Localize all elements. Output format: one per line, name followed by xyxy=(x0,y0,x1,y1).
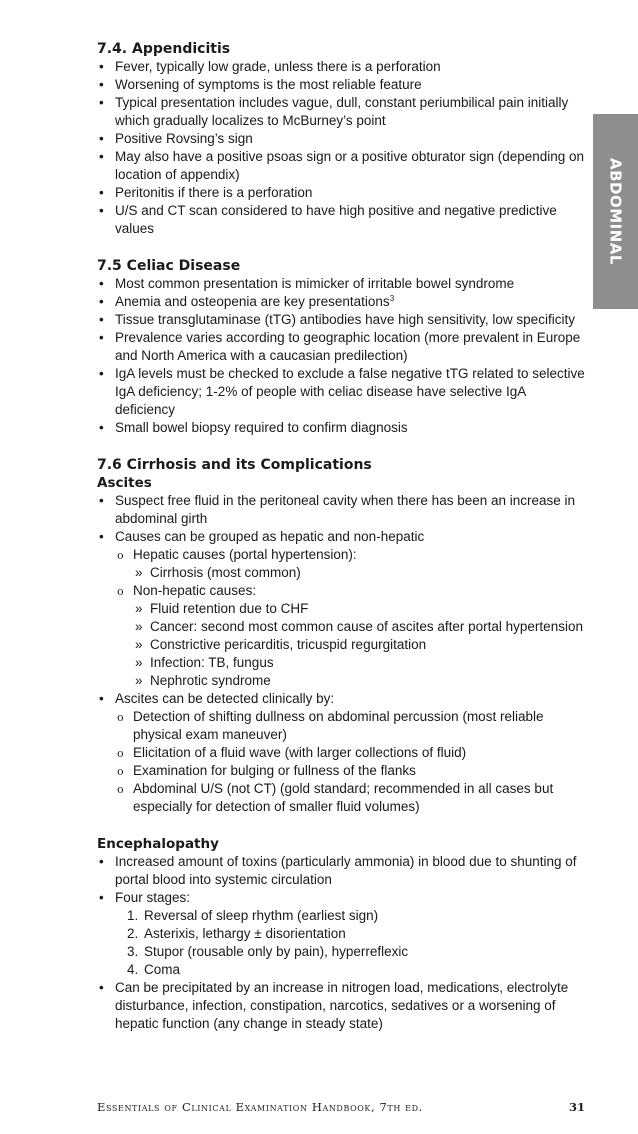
hepatic-causes-list xyxy=(133,564,587,582)
list-item: » Cirrhosis (most common) xyxy=(133,564,587,582)
page-footer xyxy=(97,1100,585,1114)
page-content xyxy=(97,40,587,1033)
list-item: » Cancer: second most common cause of ascites after portal hypertension xyxy=(133,618,587,636)
list-item: • Suspect free fluid in the peritoneal cavity when there has been an increase in abdominal girth xyxy=(97,492,587,528)
list-item: 3. Stupor (rousable only by pain), hyperreflexic xyxy=(142,943,587,961)
list-item: • Most common presentation is mimicker of irritable bowel syndrome xyxy=(97,275,587,293)
list-item: • Tissue transglutaminase (tTG) antibodies have high sensitivity, low specificity xyxy=(97,311,587,329)
list-item: • Fever, typically low grade, unless there is a perforation xyxy=(97,58,587,76)
list-item-text: Anemia and osteopenia are key presentations xyxy=(115,294,390,309)
nonhepatic-causes-list xyxy=(133,600,587,690)
list-item: 4. Coma xyxy=(142,961,587,979)
list-item: • IgA levels must be checked to exclude a false negative tTG related to selective IgA deficiency; 1-2% of people with celiac disease have selective IgA deficiency xyxy=(97,365,587,419)
list-item-text: Hepatic causes (portal hypertension): xyxy=(133,547,357,562)
appendicitis-list xyxy=(97,58,587,238)
list-item: o Abdominal U/S (not CT) (gold standard; recommended in all cases but especially for detection of smaller fluid volumes) xyxy=(115,780,587,816)
list-item: » Infection: TB, fungus xyxy=(133,654,587,672)
footer-book-title: Essentials of Clinical Examination Handbook, 7th ed. xyxy=(97,1100,423,1114)
encephalopathy-subheading: Encephalopathy xyxy=(97,836,219,852)
list-item: • Peritonitis if there is a perforation xyxy=(97,184,587,202)
list-item: • Worsening of symptoms is the most reliable feature xyxy=(97,76,587,94)
stages-list xyxy=(115,907,587,979)
celiac-list xyxy=(97,275,587,437)
section-side-tab xyxy=(593,114,638,309)
list-item: » Nephrotic syndrome xyxy=(133,672,587,690)
causes-list xyxy=(115,546,587,690)
list-item: • Positive Rovsing’s sign xyxy=(97,130,587,148)
list-item-text: Non-hepatic causes: xyxy=(133,583,257,598)
celiac-heading: 7.5 Celiac Disease xyxy=(97,258,241,274)
list-item xyxy=(97,690,587,816)
reference-superscript: 3 xyxy=(389,294,395,303)
list-item: • Typical presentation includes vague, dull, constant periumbilical pain initially which gradually localizes to McBurney’s point xyxy=(97,94,587,130)
list-item: o Examination for bulging or fullness of the flanks xyxy=(115,762,587,780)
list-item: • Small bowel biopsy required to confirm diagnosis xyxy=(97,419,587,437)
list-item: • Can be precipitated by an increase in nitrogen load, medications, electrolyte disturbance, infection, constipation, narcotics, sedatives or a worsening of hepatic function (any change in steady state) xyxy=(97,979,587,1033)
appendicitis-heading: 7.4. Appendicitis xyxy=(97,41,231,57)
encephalopathy-list xyxy=(97,853,587,1033)
ascites-list xyxy=(97,492,587,816)
list-item: » Fluid retention due to CHF xyxy=(133,600,587,618)
list-item: o Detection of shifting dullness on abdominal percussion (most reliable physical exam maneuver) xyxy=(115,708,587,744)
list-item: o Elicitation of a fluid wave (with larger collections of fluid) xyxy=(115,744,587,762)
list-item: • Prevalence varies according to geographic location (more prevalent in Europe and North America with a caucasian predilection) xyxy=(97,329,587,365)
page-number: 31 xyxy=(568,1100,585,1114)
list-item-text: Four stages: xyxy=(115,890,191,905)
list-item xyxy=(97,889,587,979)
side-tab-label: ABDOMINAL xyxy=(606,158,625,265)
list-item: 1. Reversal of sleep rhythm (earliest sign) xyxy=(142,907,587,925)
list-item xyxy=(115,546,587,582)
detection-list xyxy=(115,708,587,816)
list-item xyxy=(97,293,587,311)
list-item: 2. Asterixis, lethargy ± disorientation xyxy=(142,925,587,943)
cirrhosis-heading: 7.6 Cirrhosis and its Complications xyxy=(97,457,372,473)
list-item-text: Causes can be grouped as hepatic and non-hepatic xyxy=(115,529,425,544)
ascites-subheading: Ascites xyxy=(97,475,152,491)
list-item xyxy=(97,528,587,690)
list-item: • U/S and CT scan considered to have high positive and negative predictive values xyxy=(97,202,587,238)
list-item-text: Ascites can be detected clinically by: xyxy=(115,691,335,706)
list-item: » Constrictive pericarditis, tricuspid regurgitation xyxy=(133,636,587,654)
list-item: • May also have a positive psoas sign or a positive obturator sign (depending on location of appendix) xyxy=(97,148,587,184)
list-item xyxy=(115,582,587,690)
list-item: • Increased amount of toxins (particularly ammonia) in blood due to shunting of portal blood into systemic circulation xyxy=(97,853,587,889)
